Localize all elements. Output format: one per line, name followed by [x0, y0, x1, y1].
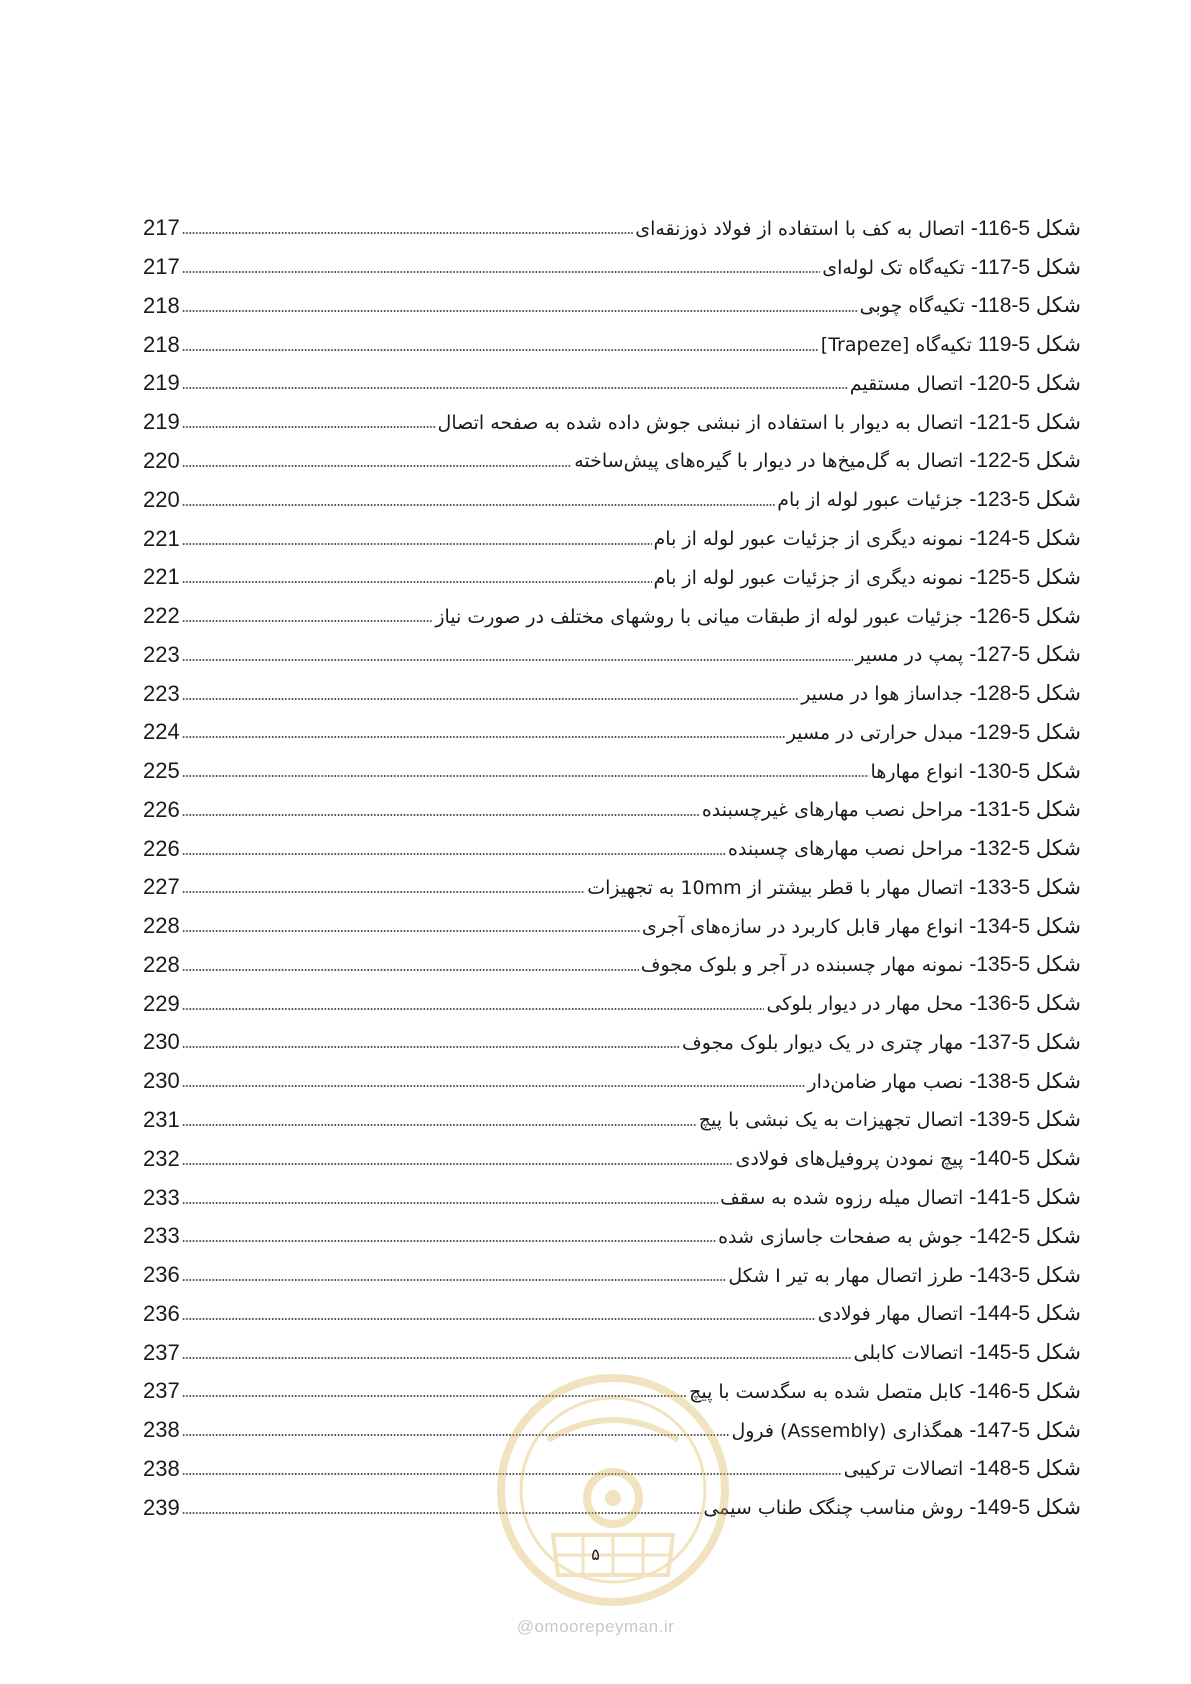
figure-number: شکل 5-146- — [969, 1379, 1081, 1403]
toc-entry — [143, 1217, 1081, 1256]
toc-entry — [143, 287, 1081, 326]
toc-entry-label — [731, 1420, 1081, 1441]
list-of-figures — [143, 209, 1081, 1527]
toc-entry — [143, 480, 1081, 519]
toc-entry — [143, 674, 1081, 713]
toc-entry-label — [682, 1032, 1081, 1053]
toc-entry-label — [822, 257, 1081, 278]
figure-number: شکل 5-132- — [969, 837, 1081, 861]
toc-entry-label — [853, 1342, 1081, 1363]
page-ref: 223 — [143, 641, 180, 667]
figure-number: شکل 5-144- — [969, 1302, 1081, 1326]
toc-entry — [143, 907, 1081, 946]
toc-entry — [143, 364, 1081, 403]
toc-entry-label — [818, 1303, 1081, 1324]
page-ref: 230 — [143, 1029, 180, 1055]
toc-entry-label — [587, 877, 1081, 898]
toc-entry-label — [807, 1071, 1081, 1092]
figure-number: شکل 5-118- — [970, 294, 1081, 318]
figure-title: نمونه دیگری از جزئیات عبور لوله از بام — [653, 566, 970, 589]
dot-leader — [182, 1279, 727, 1281]
figure-title: مراحل نصب مهارهای چسبنده — [728, 838, 970, 861]
page-ref: 229 — [143, 990, 180, 1016]
dot-leader — [182, 620, 434, 622]
toc-entry — [143, 1256, 1081, 1295]
page-ref: 239 — [143, 1494, 180, 1520]
toc-entry-label — [654, 567, 1081, 588]
page-ref: 217 — [143, 254, 180, 280]
page-ref: 227 — [143, 874, 180, 900]
figure-title: پمپ در مسیر — [855, 644, 970, 667]
figure-title: اتصالات ترکیبی — [843, 1458, 970, 1481]
dot-leader — [182, 1046, 680, 1048]
toc-entry-label — [642, 916, 1081, 937]
toc-entry — [143, 752, 1081, 791]
toc-entry-label — [728, 1265, 1081, 1286]
figure-number: شکل 5-123- — [969, 488, 1081, 512]
page-ref: 237 — [143, 1339, 180, 1365]
figure-number: شکل 5-126- — [969, 604, 1081, 628]
toc-entry-label — [844, 1458, 1081, 1479]
dot-leader — [182, 1357, 852, 1359]
page-ref: 226 — [143, 796, 180, 822]
dot-leader — [182, 891, 585, 893]
page-ref: 221 — [143, 525, 180, 551]
page-ref: 237 — [143, 1378, 180, 1404]
figure-title: روش مناسب چنگک طناب سیمی — [703, 1497, 970, 1520]
page-number: ۵ — [591, 1545, 600, 1564]
toc-entry — [143, 248, 1081, 287]
toc-entry — [143, 1294, 1081, 1333]
figure-title: نمونه مهار چسبنده در آجر و بلوک مجوف — [640, 954, 970, 977]
toc-entry — [143, 1062, 1081, 1101]
toc-entry — [143, 1450, 1081, 1489]
figure-number: شکل 5-128- — [969, 682, 1081, 706]
dot-leader — [182, 853, 726, 855]
toc-entry-label — [699, 1109, 1081, 1130]
dot-leader — [182, 504, 776, 506]
figure-number: شکل 5-147- — [969, 1418, 1081, 1442]
figure-title: کابل متصل شده به سگدست با پیچ — [689, 1380, 970, 1403]
page-ref: 219 — [143, 409, 180, 435]
figure-number: شکل 5-133- — [969, 875, 1081, 899]
toc-entry — [143, 403, 1081, 442]
page-ref: 238 — [143, 1455, 180, 1481]
figure-title: جوش به صفحات جاسازی شده — [718, 1225, 970, 1248]
figure-title: اتصال مستقیم — [849, 372, 970, 395]
figure-number: شکل 5-129- — [969, 720, 1081, 744]
toc-entry-label — [860, 295, 1081, 316]
figure-number: شکل 5-145- — [969, 1341, 1081, 1365]
figure-number: شکل 5-125- — [969, 565, 1081, 589]
figure-number: شکل 5-137- — [969, 1030, 1081, 1054]
toc-entry — [143, 1023, 1081, 1062]
toc-entry — [143, 519, 1081, 558]
figure-number: شکل 5-122- — [969, 449, 1081, 473]
figure-title: مراحل نصب مهارهای غیرچسبنده — [701, 799, 970, 822]
dot-leader — [182, 1240, 716, 1242]
figure-title: اتصال تجهیزات به یک نبشی با پیچ — [698, 1109, 970, 1132]
figure-number: شکل 5-135- — [969, 953, 1081, 977]
toc-entry — [143, 209, 1081, 248]
toc-entry — [143, 1488, 1081, 1527]
page-ref: 236 — [143, 1262, 180, 1288]
figure-number: شکل 5-131- — [969, 798, 1081, 822]
figure-title: محل مهار در دیوار بلوکی — [766, 993, 970, 1016]
dot-leader — [182, 930, 640, 932]
figure-title: انواع مهار قابل کاربرد در سازه‌های آجری — [641, 915, 970, 938]
toc-entry — [143, 1139, 1081, 1178]
figure-number: شکل 5-141- — [969, 1186, 1081, 1210]
dot-leader — [182, 1124, 697, 1126]
toc-entry-label — [787, 722, 1081, 743]
page-ref: 219 — [143, 370, 180, 396]
figure-number: شکل 5-134- — [969, 914, 1081, 938]
dot-leader — [182, 659, 854, 661]
page-ref: 232 — [143, 1145, 180, 1171]
dot-leader — [182, 1395, 687, 1397]
figure-title: اتصال مهار فولادی — [817, 1303, 970, 1326]
toc-entry-label — [702, 799, 1081, 820]
figure-title: طرز اتصال مهار به تیر I شکل — [728, 1264, 970, 1287]
toc-entry-label — [703, 1497, 1081, 1518]
toc-entry-label — [438, 412, 1081, 433]
page-ref: 218 — [143, 331, 180, 357]
dot-leader — [182, 775, 869, 777]
toc-entry-label — [777, 489, 1081, 510]
toc-entry-label — [635, 218, 1081, 239]
figure-title: تکیه‌گاه چوبی — [859, 295, 971, 318]
page-ref: 223 — [143, 680, 180, 706]
toc-entry-label — [728, 838, 1081, 859]
page-ref: 230 — [143, 1068, 180, 1094]
figure-number: شکل 5-127- — [969, 643, 1081, 667]
figure-title: تکیه‌گاه تک لوله‌ای — [822, 256, 971, 279]
figure-title: نمونه دیگری از جزئیات عبور لوله از بام — [653, 528, 970, 550]
toc-entry-label — [821, 334, 1081, 355]
page-ref: 233 — [143, 1184, 180, 1210]
figure-title: اتصال به دیوار با استفاده از نبشی جوش داده شده به صفحه اتصال — [437, 411, 970, 434]
toc-entry — [143, 1178, 1081, 1217]
dot-leader — [182, 736, 785, 738]
toc-entry-label — [855, 644, 1081, 665]
dot-leader — [182, 814, 700, 816]
figure-title: جداساز هوا در مسیر — [801, 683, 970, 706]
page-ref: 228 — [143, 951, 180, 977]
figure-number: شکل 5-136- — [969, 992, 1081, 1016]
dot-leader — [182, 698, 799, 700]
dot-leader — [182, 543, 652, 545]
toc-entry — [143, 1372, 1081, 1411]
figure-title: همگذاری (Assembly) فرول — [731, 1419, 970, 1442]
toc-entry — [143, 1411, 1081, 1450]
figure-title: جزئیات عبور لوله از بام — [777, 489, 970, 512]
toc-entry — [143, 790, 1081, 829]
page-ref: 225 — [143, 758, 180, 784]
dot-leader — [182, 1434, 730, 1436]
dot-leader — [182, 1008, 765, 1010]
figure-number: شکل 5-139- — [969, 1108, 1081, 1132]
page-ref: 218 — [143, 292, 180, 318]
dot-leader — [182, 1085, 806, 1087]
figure-number: شکل 5-120- — [969, 371, 1081, 395]
figure-number: شکل 5-149- — [969, 1496, 1081, 1520]
figure-number: شکل 5-124- — [969, 527, 1081, 550]
dot-leader — [182, 465, 573, 467]
toc-entry — [143, 713, 1081, 752]
page-ref: 231 — [143, 1106, 180, 1132]
figure-title: اتصال به کف با استفاده از فولاد ذوزنقه‌ای — [635, 217, 971, 240]
toc-entry-label — [435, 606, 1081, 627]
page-ref: 221 — [143, 564, 180, 590]
figure-title: پیچ نمودن پروفیل‌های فولادی — [735, 1148, 970, 1171]
toc-entry — [143, 558, 1081, 597]
page-ref: 220 — [143, 486, 180, 512]
figure-number: شکل 5-142- — [969, 1224, 1081, 1248]
figure-number: شکل 5-143- — [969, 1263, 1081, 1287]
toc-entry — [143, 442, 1081, 481]
toc-entry — [143, 829, 1081, 868]
figure-title: جزئیات عبور لوله از طبقات میانی با روشهای مختلف در صورت نیاز — [435, 605, 970, 628]
page-ref: 238 — [143, 1417, 180, 1443]
dot-leader — [182, 1318, 816, 1320]
figure-title: مبدل حرارتی در مسیر — [786, 721, 970, 744]
dot-leader — [182, 387, 848, 389]
page-ref: 224 — [143, 719, 180, 745]
dot-leader — [182, 969, 639, 971]
toc-entry-label — [850, 373, 1081, 394]
toc-entry — [143, 1333, 1081, 1372]
toc-entry-label — [720, 1187, 1081, 1208]
figure-title: اتصال میله رزوه شده به سقف — [720, 1187, 970, 1210]
figure-title: اتصال مهار با قطر بیشتر از 10mm به تجهیزات — [587, 876, 970, 899]
toc-entry-label — [689, 1381, 1081, 1402]
figure-title: مهار چتری در یک دیوار بلوک مجوف — [682, 1031, 970, 1054]
toc-entry — [143, 635, 1081, 674]
dot-leader — [182, 1202, 718, 1204]
toc-entry — [143, 868, 1081, 907]
toc-entry-label — [641, 954, 1081, 975]
dot-leader — [182, 1473, 842, 1475]
dot-leader — [182, 426, 436, 428]
toc-entry-label — [718, 1226, 1081, 1247]
dot-leader — [182, 349, 819, 351]
page-ref: 233 — [143, 1223, 180, 1249]
toc-entry-label — [871, 761, 1081, 782]
toc-entry — [143, 597, 1081, 636]
toc-entry — [143, 1101, 1081, 1140]
figure-title: اتصالات کابلی — [853, 1342, 970, 1365]
figure-number: شکل 5-138- — [969, 1069, 1081, 1093]
figure-number: شکل 5-130- — [969, 759, 1081, 783]
figure-number: شکل 5-117- — [970, 255, 1081, 279]
page-ref: 220 — [143, 447, 180, 473]
figure-number: شکل 5-116- — [970, 216, 1081, 240]
page-ref: 228 — [143, 913, 180, 939]
figure-number: شکل 5-140- — [969, 1147, 1081, 1171]
watermark-url: @omoorepeyman.ir — [516, 1617, 675, 1636]
toc-entry-label — [801, 683, 1081, 704]
page-ref: 226 — [143, 835, 180, 861]
dot-leader — [182, 310, 858, 312]
figure-title: اتصال به گل‌میخ‌ها در دیوار با گیره‌های پیش‌ساخته — [574, 450, 970, 473]
figure-number: شکل 5-119 — [977, 333, 1081, 357]
figure-title: تکیه‌گاه [Trapeze] — [820, 334, 978, 357]
figure-title: انواع مهارها — [870, 760, 970, 783]
dot-leader — [182, 1163, 734, 1165]
page-ref: 236 — [143, 1300, 180, 1326]
page-ref: 217 — [143, 215, 180, 241]
dot-leader — [182, 232, 634, 234]
figure-title: نصب مهار ضامن‌دار — [807, 1070, 970, 1093]
page-ref: 222 — [143, 603, 180, 629]
toc-entry-label — [766, 993, 1081, 1014]
dot-leader — [182, 581, 652, 583]
toc-entry — [143, 325, 1081, 364]
dot-leader — [182, 1512, 702, 1514]
toc-entry — [143, 946, 1081, 985]
toc-entry-label — [654, 528, 1081, 549]
toc-entry — [143, 984, 1081, 1023]
dot-leader — [182, 271, 821, 273]
toc-entry-label — [735, 1148, 1081, 1169]
toc-entry-label — [574, 450, 1081, 471]
figure-number: شکل 5-148- — [969, 1457, 1081, 1481]
figure-number: شکل 5-121- — [969, 410, 1081, 434]
